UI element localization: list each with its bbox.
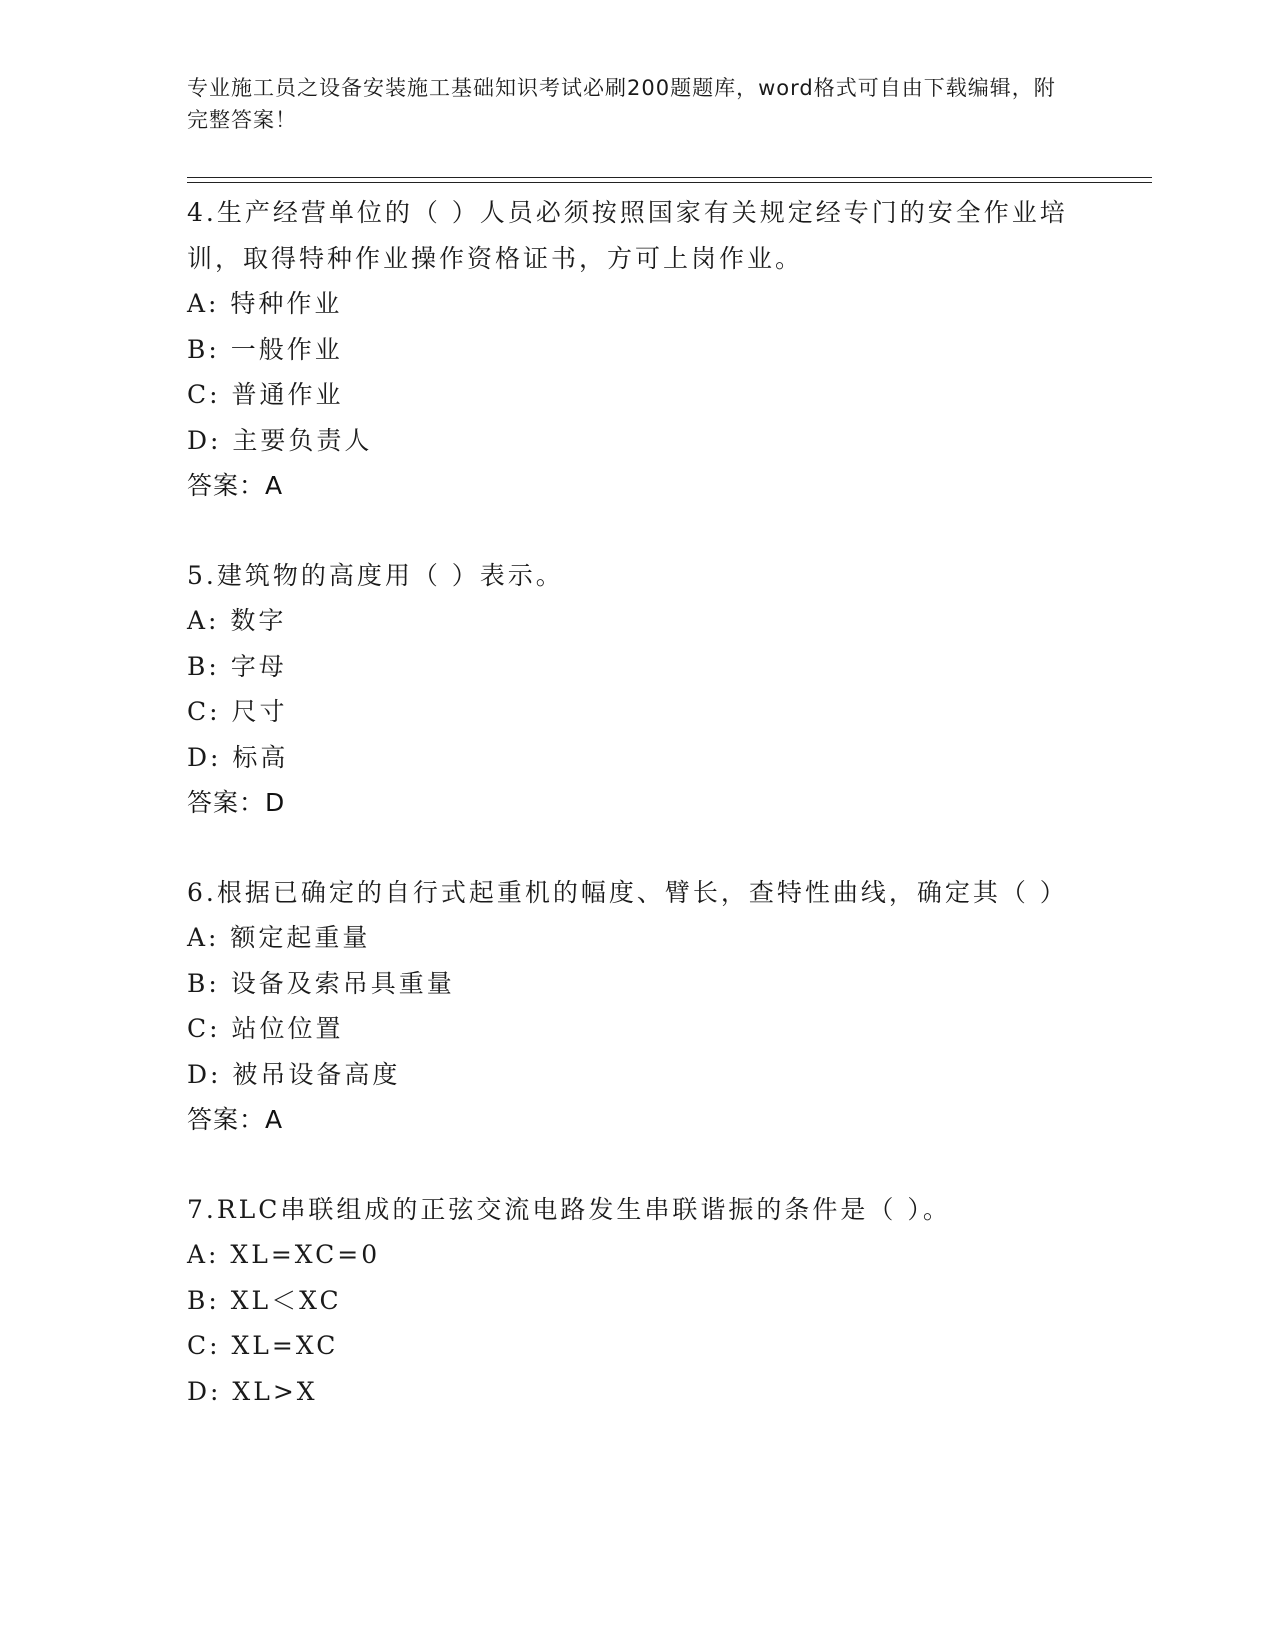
option-a: A: XL=XC=0 (187, 1240, 381, 1269)
answer: 答案：A (187, 471, 284, 500)
option-c: C: XL=XC (187, 1331, 339, 1360)
answer: 答案：A (187, 1105, 284, 1134)
option-d: D: XL>X (187, 1376, 318, 1406)
question-stem: 5.建筑物的高度用（ ）表示。 (187, 560, 564, 590)
header-rule-bottom (187, 182, 1152, 183)
question-6 (187, 870, 1087, 1143)
option-c: C: 普通作业 (187, 380, 344, 409)
option-c: C: 尺寸 (187, 697, 288, 726)
document-header: 专业施工员之设备安装施工基础知识考试必刷200题题库，word格式可自由下载编辑，附完整答案！ (187, 76, 1056, 132)
question-7 (187, 1187, 1087, 1415)
option-a: A: 数字 (187, 606, 287, 635)
option-a: A: 额定起重量 (187, 923, 371, 952)
option-d: D: 被吊设备高度 (187, 1059, 401, 1089)
question-stem: 4.生产经营单位的（ ）人员必须按照国家有关规定经专门的安全作业培训，取得特种作业操作资格证书，方可上岗作业。 (187, 198, 1068, 273)
option-d: D: 标高 (187, 742, 289, 772)
option-c: C: 站位位置 (187, 1014, 344, 1043)
answer: 答案：D (187, 788, 286, 817)
option-d: D: 主要负责人 (187, 425, 373, 455)
option-b: B: 一般作业 (187, 334, 343, 364)
option-a: A: 特种作业 (187, 289, 343, 318)
question-5 (187, 553, 1087, 826)
question-list (187, 190, 1087, 1458)
question-stem: 6.根据已确定的自行式起重机的幅度、臂长，查特性曲线，确定其（ ） (187, 877, 1068, 907)
option-b: B: 设备及索吊具重量 (187, 968, 455, 998)
question-4 (187, 190, 1087, 509)
option-b: B: 字母 (187, 651, 287, 681)
option-b: B: XL＜XC (187, 1285, 342, 1315)
header-rule-top (187, 177, 1152, 178)
question-stem: 7.RLC串联组成的正弦交流电路发生串联谐振的条件是（ ）。 (187, 1194, 951, 1224)
